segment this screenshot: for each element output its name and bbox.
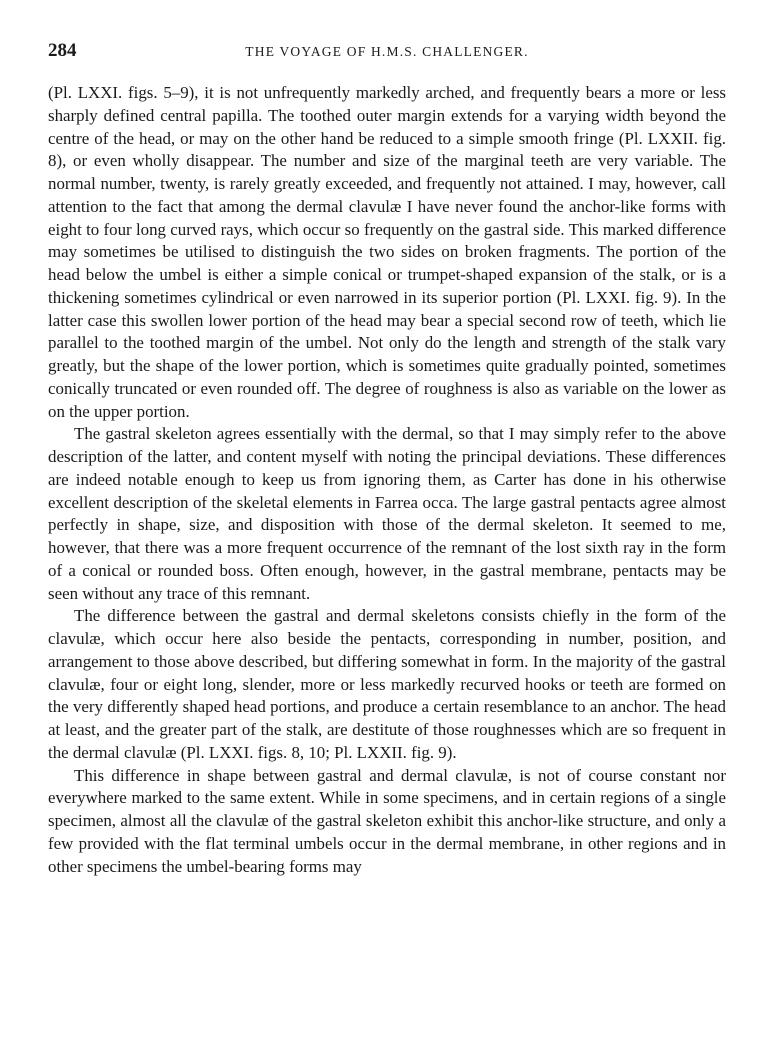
running-title: THE VOYAGE OF H.M.S. CHALLENGER. bbox=[245, 44, 529, 59]
paragraph-2: The gastral skeleton agrees essentially with the dermal, so that I may simply refer to the above description of the latter, and content myself with noting the principal deviations. These differences are indeed notable enough to keep us from ignoring them, as Carter has done in his otherwise excellent description of the skeletal elements in Farrea occa. The large gastral pentacts agree almost perfectly in shape, size, and disposition with those of the dermal skeleton. It seemed to me, however, that there was a more frequent occurrence of the remnant of the lost sixth ray in the form of a conical or rounded boss. Often enough, however, in the gastral membrane, pentacts may be seen without any trace of this remnant. bbox=[48, 424, 726, 603]
paragraph-4: This difference in shape between gastral and dermal clavulæ, is not of course constant nor everywhere marked to the same extent. While in some specimens, and in certain regions of a single specimen, almost all the clavulæ of the gastral skeleton exhibit this anchor-like structure, and only a few provided with the flat terminal umbels occur in the dermal membrane, in other regions and in other specimens the umbel-bearing forms may bbox=[48, 765, 726, 876]
running-head bbox=[48, 40, 726, 66]
page bbox=[48, 40, 726, 878]
paragraph-3: The difference between the gastral and dermal skeletons consists chiefly in the form of the clavulæ, which occur here also beside the pentacts, corresponding in number, position, and arrangement to those above described, but differing somewhat in form. In the majority of the gastral clavulæ, four or eight long, slender, more or less markedly recurved hooks or teeth are formed on the very differently shaped head portions, and produce a certain resemblance to an anchor. The head at least, and the greater part of the stalk, are destitute of those roughnesses which are so frequent in the dermal clavulæ (Pl. LXXI. figs. 8, 10; Pl. LXXII. fig. 9). bbox=[48, 606, 726, 762]
paragraph-1: (Pl. LXXI. figs. 5–9), it is not unfrequently markedly arched, and frequently bears a more or less sharply defined central papilla. The toothed outer margin extends for a varying width beyond the centre of the head, or may on the other hand be reduced to a simple smooth fringe (Pl. LXXII. fig. 8), or even wholly disappear. The number and size of the marginal teeth are very variable. The normal number, twenty, is rarely greatly exceeded, and frequently not attained. I may, however, call attention to the fact that among the dermal clavulæ I have never found the anchor-like forms with eight to four long curved rays, which occur so frequently on the gastral side. This marked difference may sometimes be utilised to distinguish the two sides on broken fragments. The portion of the head below the umbel is either a simple conical or trumpet-shaped expansion of the stalk, or is a thickening sometimes cylindrical or even narrowed in its superior portion (Pl. LXXI. fig. 9). In the latter case this swollen lower portion of the head may bear a special second row of teeth, which lie parallel to the toothed margin of the umbel. Not only do the length and strength of the stalk vary greatly, but the shape of the lower portion, which is sometimes quite gradually pointed, sometimes conically truncated or even rounded off. The degree of roughness is also as variable on the lower as on the upper portion. bbox=[48, 83, 726, 421]
page-number: 284 bbox=[48, 40, 77, 61]
body-text bbox=[48, 82, 726, 878]
